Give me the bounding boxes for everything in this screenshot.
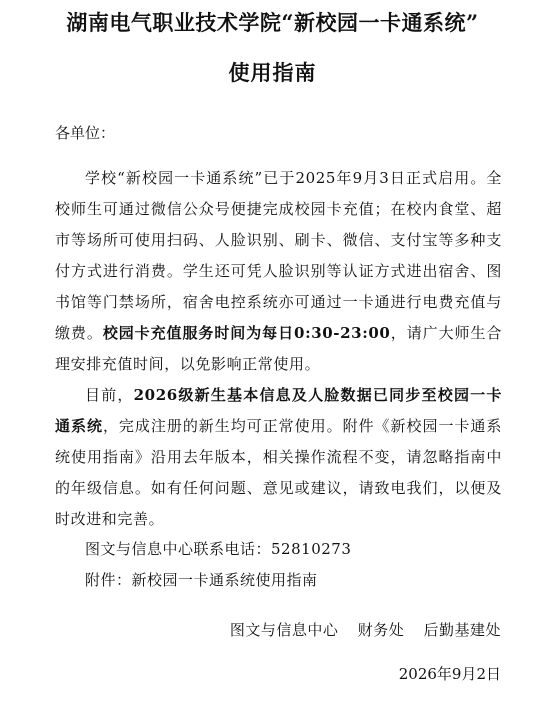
- attachment-name: 新校园一卡通系统使用指南: [131, 571, 318, 589]
- paragraph-2-bold-text: 2026级新生基本信息及人脸数据已同步至校园一卡通系统: [55, 386, 502, 435]
- document-date: 2026年9月2日: [398, 665, 501, 683]
- contact-line: [55, 538, 351, 560]
- paragraph-2-text-end: ，完成注册的新生均可正常使用。附件《新校园一卡通系统使用指南》沿用去年版本，相关操作流程不变，请忽略指南中的年级信息。如有任何问题、意见或建议，请致电我们，以便及时改进和完善。: [55, 417, 502, 528]
- paragraph-1-text-end: ，请广大师生合理安排充值时间，以免影响正常使用。: [55, 324, 502, 373]
- paragraph-2: [55, 380, 502, 535]
- signer-logistics: 后勤基建处: [423, 621, 501, 639]
- signer-info-center: 图文与信息中心: [229, 621, 339, 639]
- document-subtitle: 使用指南: [228, 60, 317, 85]
- paragraph-2-text: 目前，: [85, 386, 134, 404]
- signers: [230, 619, 501, 641]
- document-title: 湖南电气职业技术学院“新校园一卡通系统”: [66, 10, 479, 35]
- contact-phone: 52810273: [271, 540, 352, 558]
- paragraph-1-bold-text: 校园卡充值服务时间为每日0:30-23:00: [102, 324, 391, 342]
- salutation: 各单位：: [55, 124, 116, 142]
- signer-finance: 财务处: [357, 621, 405, 639]
- paragraph-1: [55, 163, 502, 380]
- attachment-line: [55, 569, 318, 591]
- attachment-label: 附件：: [85, 571, 132, 589]
- contact-label: 图文与信息中心联系电话：: [85, 540, 272, 558]
- paragraph-1-text: 学校“新校园一卡通系统”已于2025年9月3日正式启用。全校师生可通过微信公众号便捷完成校园卡充值；在校内食堂、超市等场所可使用扫码、人脸识别、刷卡、微信、支付宝等多种支付方式进行消费。学生还可凭人脸识别等认证方式进出宿舍、图书馆等门禁场所，宿舍电控系统亦可通过一卡通进行电费充值与缴费。: [55, 169, 502, 342]
